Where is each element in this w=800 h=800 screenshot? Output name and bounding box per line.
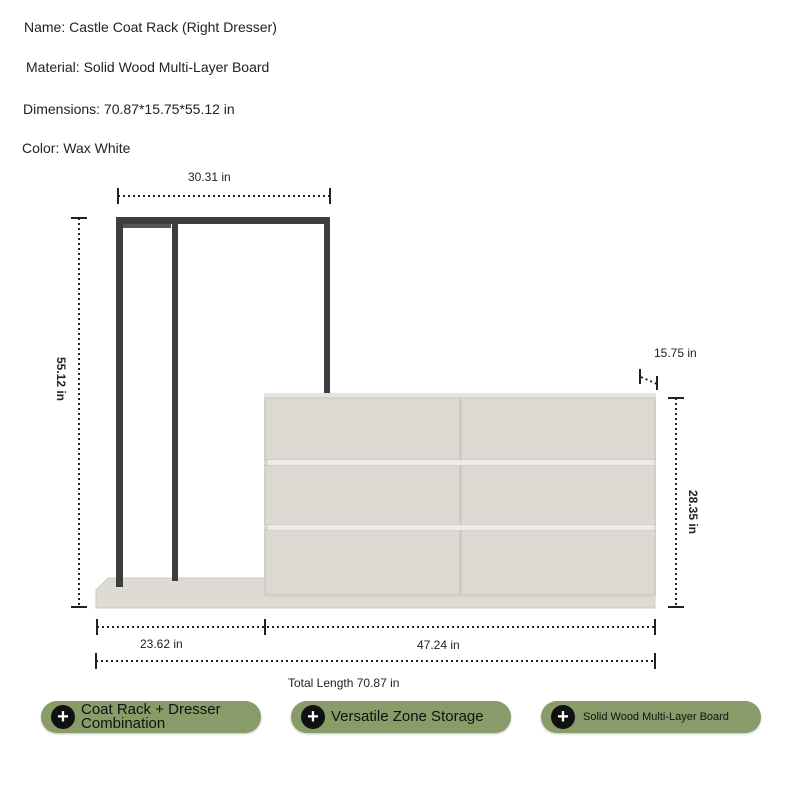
drawer-top-right	[461, 398, 655, 460]
right-section-label: 47.24 in	[417, 638, 460, 652]
drawer-fronts	[265, 398, 655, 595]
depth-label: 15.75 in	[654, 346, 697, 360]
feature-pill-storage	[291, 701, 511, 733]
drawer-bottom-left	[265, 530, 460, 595]
drawer-mid-left	[265, 465, 460, 525]
drawer-bottom-right	[461, 530, 655, 595]
plus-icon: +	[551, 705, 575, 729]
plus-icon: +	[301, 705, 325, 729]
spec-dimensions-value: 70.87*15.75*55.12 in	[103, 101, 235, 117]
total-length-label: Total Length 70.87 in	[288, 676, 400, 690]
plus-icon: +	[51, 705, 75, 729]
spec-name-label: Name :	[24, 19, 69, 35]
spec-name-value: Castle Coat Rack (Right Dresser)	[69, 19, 277, 35]
spec-material-label: Material :	[26, 59, 84, 75]
feature-label-storage: Versatile Zone Storage	[331, 708, 484, 725]
feature-label-combination: Coat Rack + Dresser Combination	[81, 701, 221, 732]
drawer-top-left	[265, 398, 460, 460]
feature-pill-material	[541, 701, 761, 733]
feature-label-material: Solid Wood Multi-Layer Board	[583, 711, 729, 723]
spec-color-label: Color :	[22, 140, 63, 156]
rack-width-label: 30.31 in	[188, 170, 231, 184]
dresser-height-label: 28.35 in	[686, 489, 701, 535]
depth-line	[641, 377, 657, 384]
spec-color-value: Wax White	[63, 140, 131, 156]
left-section-label: 23.62 in	[140, 637, 183, 651]
feature-pill-combination	[41, 701, 261, 733]
drawer-mid-right	[461, 465, 655, 525]
spec-material-value: Solid Wood Multi-Layer Board	[83, 59, 270, 75]
spec-dimensions-label: Dimensions :	[23, 101, 104, 117]
rack-height-label: 55.12 in	[54, 356, 69, 402]
